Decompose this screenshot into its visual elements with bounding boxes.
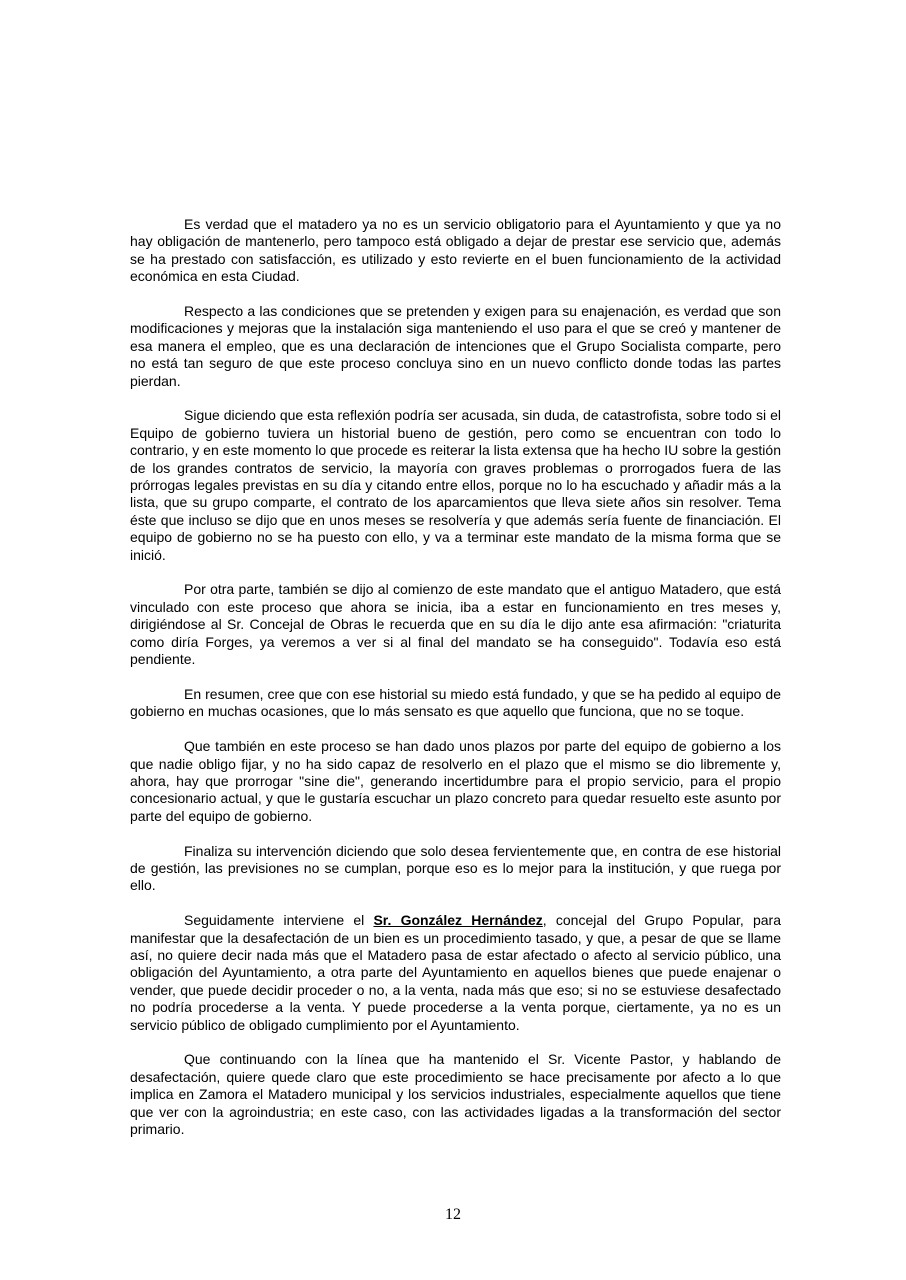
paragraph-6: Que también en este proceso se han dado unos plazos por parte del equipo de gobierno a los que nadie obligo fijar, y no ha sido capaz de resolverlo en el plazo que el mismo se dio libremente y, ahora, hay que prorrogar "sine die", generando incertidumbre para el propio servicio, para el propio concesionario actual, y que le gustaría escuchar un plazo concreto para quedar resuelto este asunto por parte del equipo de gobierno.	[130, 738, 781, 824]
paragraph-7: Finaliza su intervención diciendo que solo desea fervientemente que, en contra de ese historial de gestión, las previsiones no se cumplan, porque eso es lo mejor para la institución, y que ruega por ello.	[130, 842, 781, 894]
speaker-name: Sr. González Hernández	[373, 912, 543, 929]
paragraph-4: Por otra parte, también se dijo al comienzo de este mandato que el antiguo Matadero, que está vinculado con este proceso que ahora se inicia, iba a estar en funcionamiento en tres meses y, dirigiéndose al Sr. Concejal de Obras le recuerda que en su día le dijo ante esa afirmación: "criaturita como diría Forges, ya veremos a ver si al final del mandato se ha conseguido". Todavía eso está pendiente.	[130, 581, 781, 668]
document-body	[130, 216, 781, 1156]
paragraph-final: Que continuando con la línea que ha mantenido el Sr. Vicente Pastor, y hablando de desafectación, quiere quede claro que este procedimiento se hace precisamente por afecto a lo que implica en Zamora el Matadero municipal y los servicios industriales, especialmente aquellos que tiene que ver con la agroindustria; en este caso, con las actividades ligadas a la transformación del sector primario.	[130, 1051, 781, 1137]
paragraph-1: Es verdad que el matadero ya no es un servicio obligatorio para el Ayuntamiento y que ya no hay obligación de mantenerlo, pero tampoco está obligado a dejar de prestar ese servicio que, además se ha prestado con satisfacción, es utilizado y esto revierte en el buen funcionamiento de la actividad económica en esta Ciudad.	[130, 216, 781, 285]
intervention-text: , concejal del Grupo Popular, para manifestar que la desafectación de un bien es un procedimiento tasado, y que, a pesar de que se llame así, no quiere decir nada más que el Matadero pasa de estar afectado o afecto al servicio público, una obligación del Ayuntamiento, a otra parte del Ayuntamiento en aquellos bienes que puede enajenar o vender, que puede decidir proceder o no, a la venta, nada más que eso; si no se estuviese desafectado no podría procederse a la venta. Y puede procederse a la venta porque, ciertamente, ya no es un servicio público de obligado cumplimiento por el Ayuntamiento.	[130, 912, 781, 1033]
paragraph-3: Sigue diciendo que esta reflexión podría ser acusada, sin duda, de catastrofista, sobre todo si el Equipo de gobierno tuviera un historial bueno de gestión, pero como se encuentran con todo lo contrario, y en este momento lo que procede es reiterar la lista extensa que ha hecho IU sobre la gestión de los grandes contratos de servicio, la mayoría con graves problemas o prorrogados fuera de las prórrogas legales previstas en su día y citando entre ellos, porque no lo ha escuchado y añadir más a la lista, que su grupo comparte, el contrato de los aparcamientos que lleva siete años sin resolver. Tema éste que incluso se dijo que en unos meses se resolvería y que además sería fuente de financiación. El equipo de gobierno no se ha puesto con ello, y va a terminar este mandato de la misma forma que se inició.	[130, 407, 781, 563]
paragraph-intervention	[130, 912, 781, 1034]
paragraph-2: Respecto a las condiciones que se pretenden y exigen para su enajenación, es verdad que son modificaciones y mejoras que la instalación siga manteniendo el uso para el que se creó y mantener de esa manera el empleo, que es una declaración de intenciones que el Grupo Socialista comparte, pero no está tan seguro de que este proceso concluya sino en un nuevo conflicto donde todas las partes pierdan.	[130, 303, 781, 389]
intervention-lead: Seguidamente interviene el	[184, 912, 374, 929]
page-number: 12	[445, 1206, 461, 1223]
paragraph-5: En resumen, cree que con ese historial su miedo está fundado, y que se ha pedido al equipo de gobierno en muchas ocasiones, que lo más sensato es que aquello que funciona, que no se toque.	[130, 685, 781, 720]
